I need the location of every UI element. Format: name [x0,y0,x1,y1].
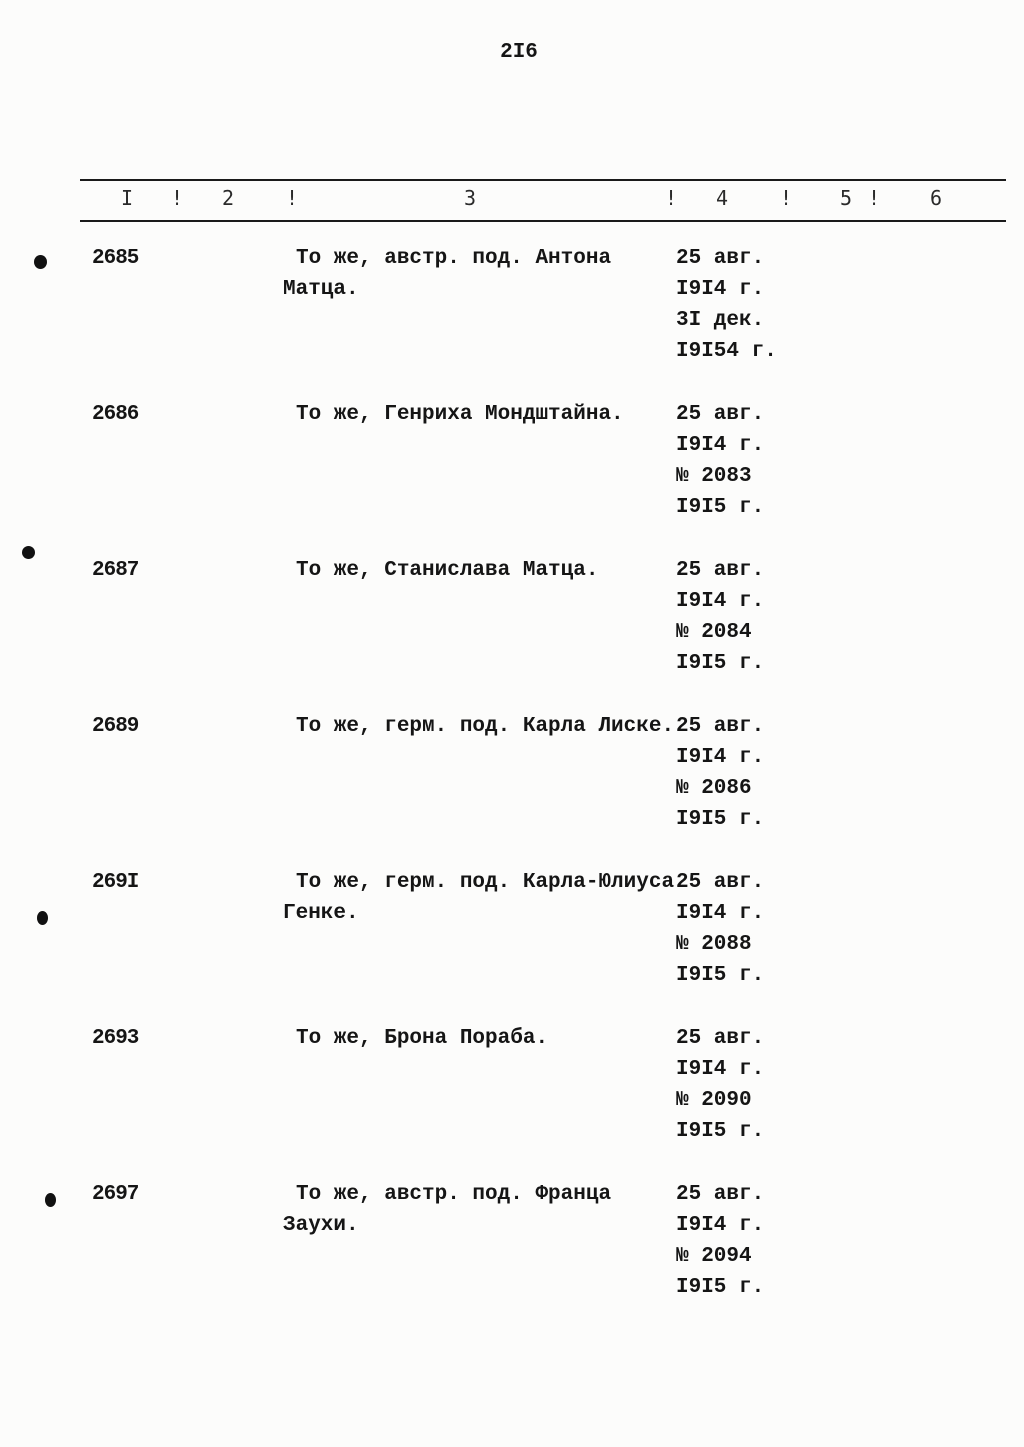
column-separator: ! [867,186,881,210]
date-line: I9I4 г. [676,746,765,769]
column-header-2: 2 [221,186,235,210]
table-row [0,867,1024,1007]
date-line: 25 авг. [676,871,765,894]
entry-number: 2689 [92,715,139,738]
description-line: То же, Брона Пораба. [296,1027,549,1050]
entry-number: 2685 [92,247,139,270]
entry-description [283,1023,548,1054]
date-line: I9I4 г. [676,902,765,925]
date-line: № 2090 [676,1089,752,1112]
entry-dates [676,867,764,991]
column-header-6: 6 [929,186,943,210]
description-line: Генке. [283,902,359,925]
margin-blot [22,546,35,559]
date-line: 25 авг. [676,715,765,738]
table-top-rule [80,179,1006,181]
table-row [0,399,1024,539]
date-line: I9I4 г. [676,590,765,613]
date-line: I9I4 г. [676,434,765,457]
entry-dates [676,1179,764,1303]
date-line: I9I5 г. [676,808,765,831]
date-line: № 2088 [676,933,752,956]
date-line: I9I4 г. [676,1058,765,1081]
date-line: I9I4 г. [676,278,765,301]
date-line: I9I5 г. [676,964,765,987]
column-header-3: 3 [463,186,477,210]
date-line: I9I4 г. [676,1214,765,1237]
entry-description [283,399,624,430]
description-line: Матца. [283,278,359,301]
date-line: 25 авг. [676,559,765,582]
entry-number: 2686 [92,403,139,426]
description-line: То же, австр. под. Франца [296,1183,612,1206]
column-separator: ! [170,186,184,210]
entry-description [283,1179,611,1241]
description-line: То же, Генриха Мондштайна. [296,403,624,426]
margin-blot [37,911,48,925]
date-line: I9I5 г. [676,1276,765,1299]
date-line: I9I54 г. [676,340,777,363]
date-line: I9I5 г. [676,1120,765,1143]
date-line: I9I5 г. [676,496,765,519]
entry-dates [676,243,777,367]
column-header-5: 5 [839,186,853,210]
entry-dates [676,555,764,679]
column-header-1: I [120,186,134,210]
table-row [0,711,1024,851]
entry-number: 2693 [92,1027,139,1050]
column-separator: ! [779,186,793,210]
date-line: I9I5 г. [676,652,765,675]
date-line: 25 авг. [676,247,765,270]
date-line: 3I дек. [676,309,765,332]
entry-description [283,711,674,742]
description-line: То же, Станислава Матца. [296,559,599,582]
margin-blot [34,255,47,269]
column-separator: ! [664,186,678,210]
date-line: 25 авг. [676,1027,765,1050]
description-line: То же, герм. под. Карла Лиске. [296,715,675,738]
entry-description [283,555,598,586]
entry-description [283,243,611,305]
date-line: № 2086 [676,777,752,800]
page-number: 2I6 [500,41,538,64]
table-row [0,243,1024,383]
table-row [0,555,1024,695]
table-header-rule [80,220,1006,222]
entry-number: 2697 [92,1183,139,1206]
table-row [0,1023,1024,1163]
margin-blot [45,1193,56,1207]
entry-number: 2687 [92,559,139,582]
date-line: № 2094 [676,1245,752,1268]
entry-dates [676,1023,764,1147]
date-line: 25 авг. [676,403,765,426]
date-line: 25 авг. [676,1183,765,1206]
description-line: Заухи. [283,1214,359,1237]
entry-number: 269I [92,871,139,894]
column-separator: ! [285,186,299,210]
entry-dates [676,711,764,835]
description-line: То же, австр. под. Антона [296,247,612,270]
description-line: То же, герм. под. Карла-Юлиуса [296,871,675,894]
table-row [0,1179,1024,1319]
entry-description [283,867,674,929]
column-header-4: 4 [715,186,729,210]
entries-list [0,243,1024,1363]
date-line: № 2083 [676,465,752,488]
date-line: № 2084 [676,621,752,644]
entry-dates [676,399,764,523]
